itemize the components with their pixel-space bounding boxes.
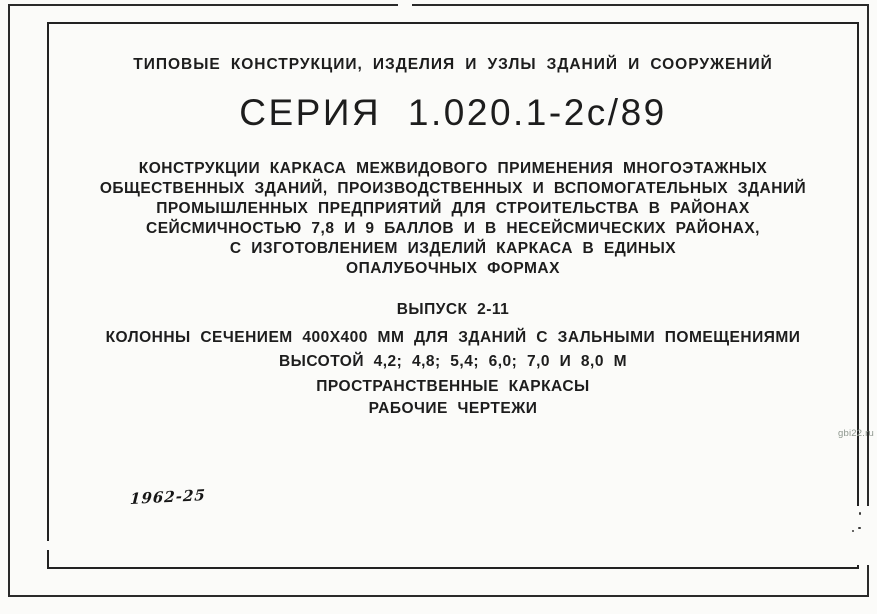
description-line: ОПАЛУБОЧНЫХ ФОРМАХ (346, 260, 560, 277)
scan-break (848, 506, 877, 565)
description-block (47, 159, 859, 279)
description-line: СЕЙСМИЧНОСТЬЮ 7,8 И 9 БАЛЛОВ И В НЕСЕЙСМИЧЕСКИХ РАЙОНАХ, (146, 220, 760, 237)
issue-line: КОЛОННЫ СЕЧЕНИЕМ 400Х400 ММ ДЛЯ ЗДАНИЙ С ЗАЛЬНЫМИ ПОМЕЩЕНИЯМИ (105, 329, 801, 346)
site-watermark: gbi22.ru (838, 428, 874, 439)
scan-break (45, 541, 51, 550)
series-title: СЕРИЯ 1.020.1-2с/89 (239, 92, 667, 133)
issue-number: ВЫПУСК 2-11 (396, 301, 510, 318)
scan-break (398, 2, 412, 8)
scan-speck (852, 530, 854, 532)
scan-speck (858, 527, 861, 529)
document-header: ТИПОВЫЕ КОНСТРУКЦИИ, ИЗДЕЛИЯ И УЗЛЫ ЗДАНИЙ И СООРУЖЕНИЙ (133, 56, 773, 73)
issue-line: РАБОЧИЕ ЧЕРТЕЖИ (368, 400, 538, 417)
description-line: ПРОМЫШЛЕННЫХ ПРЕДПРИЯТИЙ ДЛЯ СТРОИТЕЛЬСТВА В РАЙОНАХ (156, 200, 750, 217)
issue-line: ВЫСОТОЙ 4,2; 4,8; 5,4; 6,0; 7,0 И 8,0 М (278, 353, 628, 370)
description-line: ОБЩЕСТВЕННЫХ ЗДАНИЙ, ПРОИЗВОДСТВЕННЫХ И ВСПОМОГАТЕЛЬНЫХ ЗДАНИЙ (99, 180, 807, 197)
handwritten-inventory-number: 1962-25 (129, 485, 207, 509)
description-line: С ИЗГОТОВЛЕНИЕМ ИЗДЕЛИЙ КАРКАСА В ЕДИНЫХ (229, 240, 677, 257)
issue-line: ПРОСТРАНСТВЕННЫЕ КАРКАСЫ (316, 378, 590, 395)
scan-speck (859, 512, 861, 515)
description-line: КОНСТРУКЦИИ КАРКАСА МЕЖВИДОВОГО ПРИМЕНЕНИЯ МНОГОЭТАЖНЫХ (138, 160, 768, 177)
